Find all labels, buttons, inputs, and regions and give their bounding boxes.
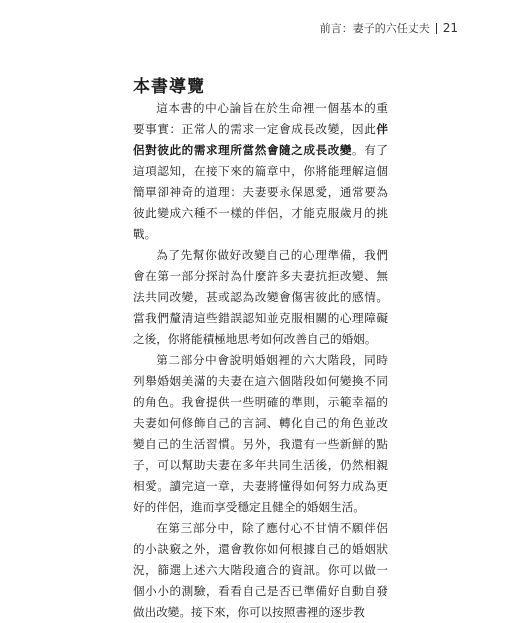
paragraph-2: 為了先幫你做好改變自己的心理準備，我們會在第一部分探討為什麼許多夫妻抗拒改變、無法共同改變，甚或認為改變會傷害彼此的感情。當我們釐清這些錯誤認知並克服相關的心理障礙之後，你將能積極地思考如何改善自己的婚姻。 (133, 248, 388, 346)
body-text (133, 98, 388, 623)
paragraph-3: 第二部分中會說明婚姻裡的六大階段，同時列舉婚姻美滿的夫妻在這六個階段如何變換不同的角色。我會提供一些明確的準則，示範幸福的夫妻如何修飾自己的言詞、轉化自己的角色並改變自己的生活習慣。另外，我還有一些新鮮的點子，可以幫助夫妻在多年共同生活後，仍然相親相愛。讀完這一章，夫妻將懂得如何努力成為更好的伴侶，進而享受穩定且健全的婚姻生活。 (133, 353, 388, 514)
paragraph-1-emphasis: 伴侶對彼此的需求理所當然會隨之成長改變 (133, 122, 388, 157)
section-title: 本書導覽 (133, 77, 205, 97)
paragraph-1-before: 這本書的中心論旨在於生命裡一個基本的重要事實：正常人的需求一定會成長改變，因此 (133, 101, 388, 136)
paragraph-4: 在第三部分中，除了應付心不甘情不願伴侶的小訣竅之外，還會教你如何根據自己的婚姻狀況，篩選上述六大階段適合的資訊。你可以做一個小小的測驗，看看自己是否已準備好自動自發做出改變。接下來，你可以按照書裡的逐步教 (133, 521, 388, 619)
page-number: 21 (442, 21, 458, 35)
header-title: 前言：妻子的六任丈夫 (319, 22, 430, 35)
paragraph-1 (133, 98, 388, 245)
header-divider (436, 23, 437, 34)
paragraph-1-after: 。有了這項認知，在接下來的篇章中，你將能理解這個簡單卻神奇的道理：夫妻要永保恩愛，通常要為彼此變成六種不一樣的伴侶，才能克服歲月的挑戰。 (133, 143, 388, 241)
running-header (320, 20, 458, 36)
